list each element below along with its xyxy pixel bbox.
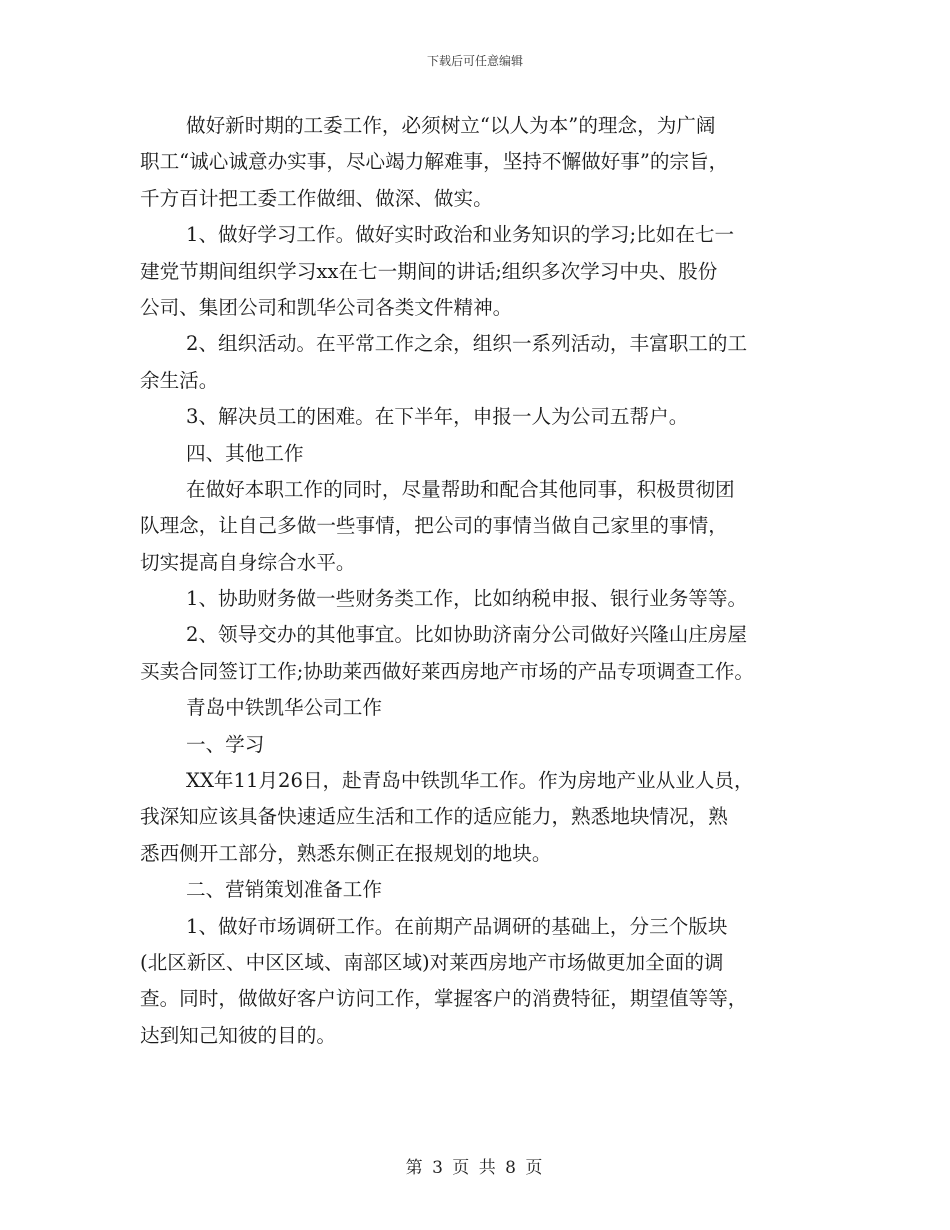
text-line: 1、做好学习工作。做好实时政治和业务知识的学习;比如在七一 [186, 223, 735, 247]
text-line: 四、其他工作 [186, 441, 304, 465]
text-line: 在做好本职工作的同时，尽量帮助和配合其他同事，积极贯彻团 [186, 477, 735, 501]
text-line: (北区新区、中区区域、南部区域)对莱西房地产市场做更加全面的调 [140, 950, 724, 974]
text-line: 千方百计把工委工作做细、做深、做实。 [140, 186, 493, 210]
text-line: 做好新时期的工委工作，必须树立“以人为本”的理念，为广阔 [186, 114, 716, 137]
text-line: 建党节期间组织学习xx在七一期间的讲话;组织多次学习中央、股份 [140, 259, 718, 283]
text-line: 队理念，让自己多做一些事情，把公司的事情当做自己家里的事情， [140, 514, 728, 538]
text-line: 余生活。 [140, 368, 219, 392]
text-line: 公司、集团公司和凯华公司各类文件精神。 [140, 295, 513, 319]
text-line: 买卖合同签订工作;协助莱西做好莱西房地产市场的产品专项调查工作。 [140, 659, 755, 683]
text-line: 切实提高自身综合水平。 [140, 550, 356, 574]
text-line: 达到知己知彼的目的。 [140, 1023, 336, 1047]
text-line: 3、解决员工的困难。在下半年，申报一人为公司五帮户。 [186, 405, 689, 429]
text-line: 二、营销策划准备工作 [186, 878, 382, 902]
text-line: 职工“诚心诚意办实事，尽心竭力解难事，坚持不懈做好事”的宗旨， [140, 150, 729, 174]
page-header: 下载后可任意编辑 [426, 54, 523, 68]
text-line: 青岛中铁凯华公司工作 [186, 696, 382, 720]
text-line: 悉西侧开工部分，熟悉东侧正在报规划的地块。 [140, 841, 552, 865]
text-line: 1、做好市场调研工作。在前期产品调研的基础上，分三个版块 [186, 914, 728, 938]
text-line: 一、学习 [186, 732, 265, 756]
text-line: 2、组织活动。在平常工作之余，组织一系列活动，丰富职工的工 [186, 332, 748, 356]
text-line: 2、领导交办的其他事宜。比如协助济南分公司做好兴隆山庄房屋 [186, 623, 748, 647]
text-line: 1、协助财务做一些财务类工作，比如纳税申报、银行业务等等。 [186, 587, 748, 611]
text-line: XX年11月26日，赴青岛中铁凯华工作。作为房地产业从业人员， [186, 769, 754, 793]
document-body [140, 108, 812, 1054]
page-footer: 第 3 页 共 8 页 [405, 1158, 545, 1178]
text-line: 我深知应该具备快速适应生活和工作的适应能力，熟悉地块情况，熟 [140, 805, 728, 829]
text-line: 查。同时，做做好客户访问工作，掌握客户的消费特征，期望值等等， [140, 987, 748, 1011]
